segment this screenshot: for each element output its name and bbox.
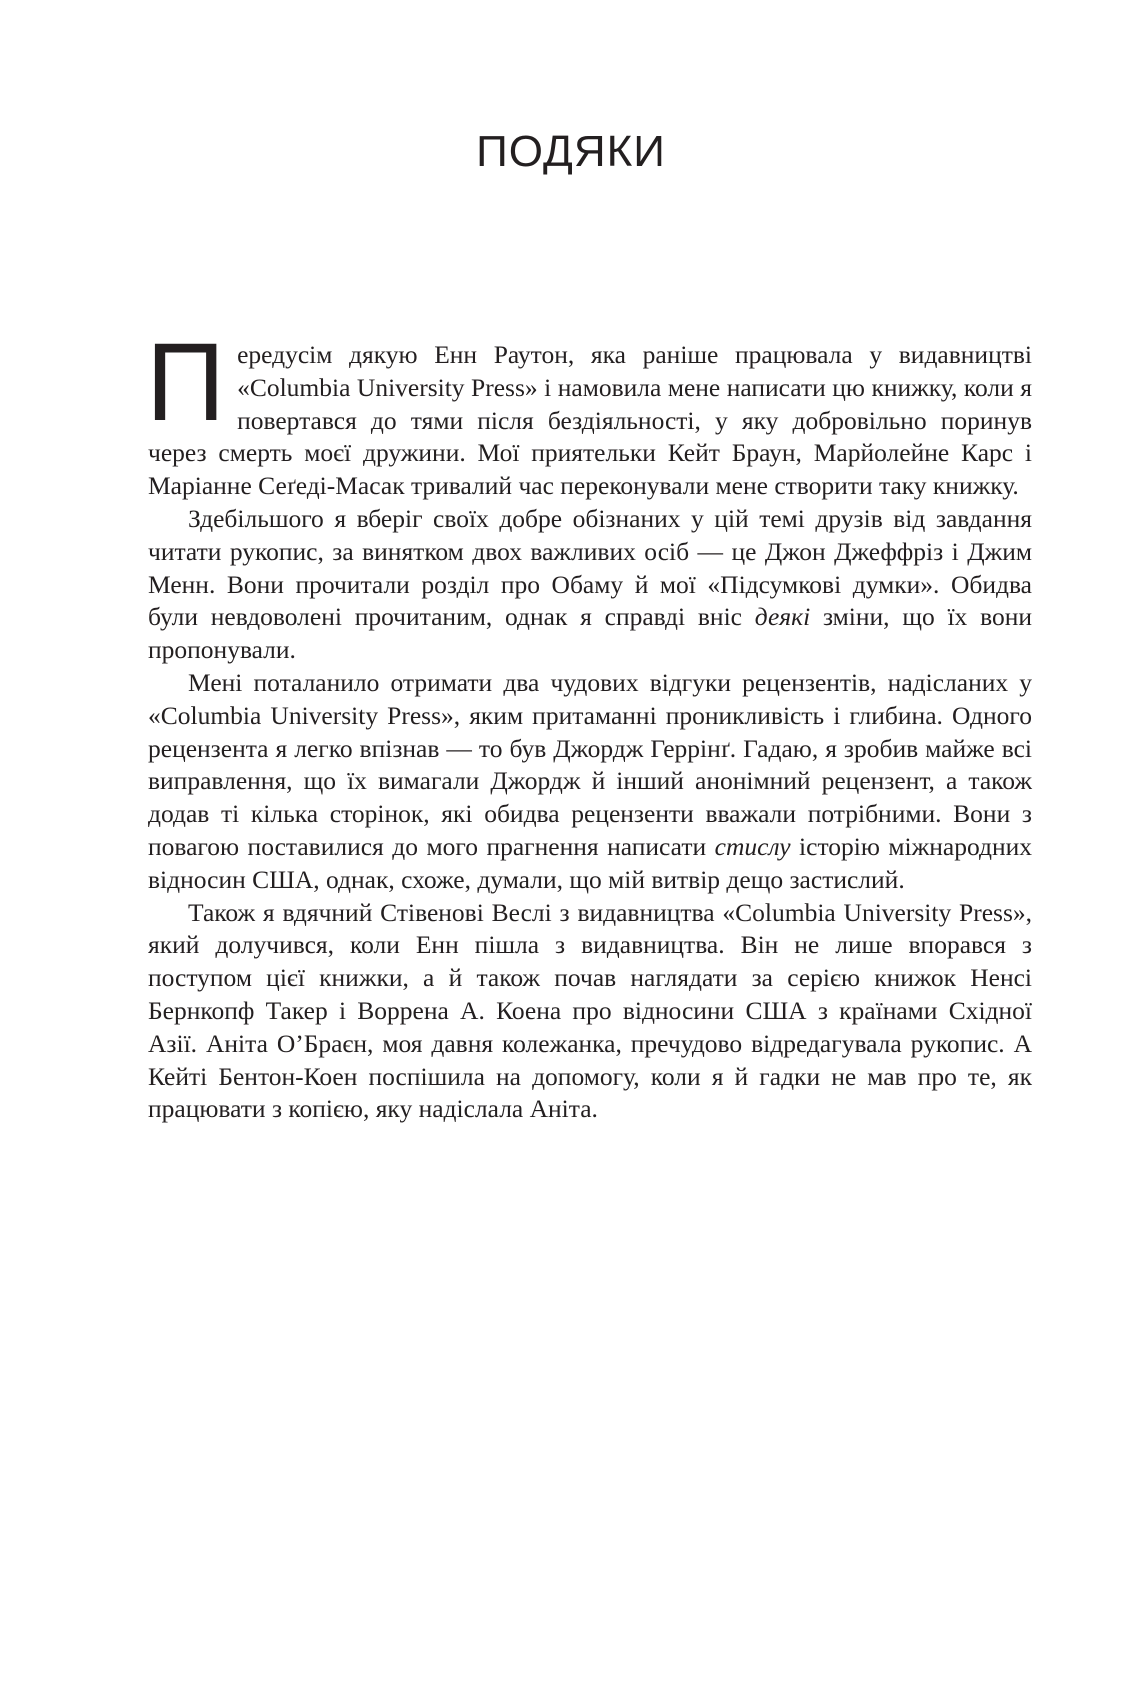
paragraph-2 [148,503,1032,667]
paragraph-4-text: Також я вдячний Стівенові Веслі з видавництва «Columbia University Press», який долучився, коли Енн пішла з видавництва. Він не лише впорався з поступом цієї книжки, а й також почав наглядати за серією книжок Ненсі Бернкопф Такер і Воррена А. Коена про відносини США з країнами Східної Азії. Аніта О’Браєн, моя давня колежанка, пречудово відредагувала рукопис. А Кейті Бентон-Коен поспішила на допомогу, коли я й гадки не мав про те, як працювати з копією, яку надіслала Аніта. [148,897,1032,1124]
paragraph-2-emphasis: деякі [754,602,811,632]
paragraph-3-emphasis: стислу [714,831,791,861]
paragraph-2-text-before: Здебільшого я вберіг своїх добре обізнаних у цій темі друзів від завдання читати рукопис, за винятком двох важливих осіб — це Джон Джеффріз і Джим Менн. Вони прочитали розділ про Обаму й мої «Підсумкові думки». Обидва були невдоволені прочитаним, однак я справді вніс [148,503,1032,632]
paragraph-4 [148,897,1032,1127]
acknowledgements-body [146,321,1032,1126]
paragraph-1 [146,321,1032,503]
paragraph-3-text-after: історію міжнародних відносин США, однак, схоже, думали, що мій витвір дещо застислий. [148,831,1032,894]
paragraph-1-text: ередусім дякую Енн Раутон, яка раніше працювала у видавництві «Columbia University Press» і намовила мене написати цю книжку, коли я повертався до тями після бездіяльності, у яку добровільно поринув через смерть моєї дружини. Мої приятельки Кейт Браун, Марйолейне Карс і Маріанне Сеґеді-Масак тривалий час переконували мене створити таку книжку. [148,340,1032,501]
drop-cap: П [146,321,226,444]
paragraph-2-text-after: зміни, що їх вони пропонували. [148,602,1032,665]
paragraph-3 [148,667,1032,897]
page-title: ПОДЯКИ [476,127,666,176]
paragraph-3-text-before: Мені поталанило отримати два чудових відгуки рецензентів, надісланих у «Columbia University Press», яким притаманні проникливість і глибина. Одного рецензента я легко впізнав — то був Джордж Геррінґ. Гадаю, я зробив майже всі виправлення, що їх вимагали Джордж й інший анонімний рецензент, а також додав ті кілька сторінок, які обидва рецензенти вважали потрібними. Вони з повагою поставилися до мого прагнення написати [148,667,1032,861]
